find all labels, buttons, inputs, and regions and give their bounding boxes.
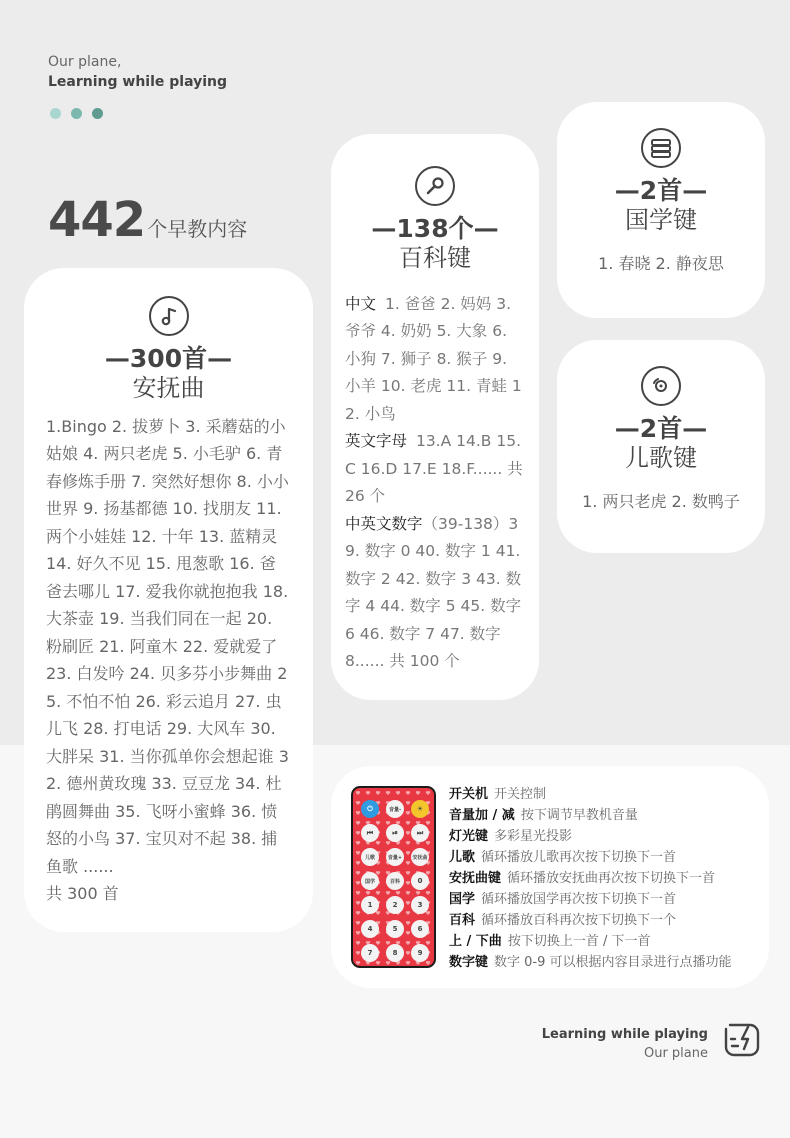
legend-key: 音量加 / 减 xyxy=(449,808,515,823)
songs-title xyxy=(567,414,755,473)
encyclopedia-card xyxy=(331,134,539,700)
dot-2 xyxy=(71,108,82,119)
legend-key: 数字键 xyxy=(449,955,489,970)
remote-button: 9 xyxy=(411,944,429,962)
book-stack-icon xyxy=(641,128,681,168)
remote-button: ⏮ xyxy=(361,824,379,842)
lullaby-song-list: 1.Bingo 2. 拔萝卜 3. 采蘑菇的小姑娘 4. 两只老虎 5. 小毛驴 6. 青春修炼手册 7. 突然好想你 8. 小小世界 9. 扬基都德 10. 找朋友 11. 两个小娃娃 12. 十年 13. 蓝精灵 14. 好久不见 15. 甩葱歌 16. 爸爸去哪儿 17. 爱我你就抱抱我 18. 大茶壶 19. 当我们同在一起 20. 粉刷匠 21. 阿童木 22. 爱就爱了 23. 白发吟 24. 贝多芬小步舞曲 25. 不怕不怕 26. 彩云追月 27. 虫儿飞 28. 打电话 29. 大风车 30. 大胖呆 31. 当你孤单你会想起谁 32. 德州黄玫瑰 33. 豆豆龙 34. 杜鹃圆舞曲 35. 飞呀小蜜蜂 36. 愤怒的小鸟 37. 宝贝对不起 38. 捕鱼歌 ...... xyxy=(46,416,289,876)
remote-button: 5 xyxy=(386,920,404,938)
songs-list: 1. 两只老虎 2. 数鸭子 xyxy=(582,491,740,511)
encyclopedia-list xyxy=(345,291,525,676)
remote-button: ⏭ xyxy=(411,824,429,842)
remote-control-image xyxy=(351,786,436,968)
section-text: 13.A 14.B 15.C 16.D 17.E 18.F...... 共 26 个 xyxy=(345,432,523,506)
legend-key: 开关机 xyxy=(449,787,489,802)
remote-button: ⏻ xyxy=(361,800,379,818)
disc-icon xyxy=(641,366,681,406)
legend-desc: 数字 0-9 可以根据内容目录进行点播功能 xyxy=(494,955,732,970)
remote-button: 百科 xyxy=(386,872,404,890)
remote-button: ☀ xyxy=(411,800,429,818)
remote-button: 7 xyxy=(361,944,379,962)
legend-row xyxy=(449,952,732,973)
legend-row xyxy=(449,847,732,868)
songs-name: 儿歌键 xyxy=(625,444,697,472)
lullaby-name: 安抚曲 xyxy=(132,374,205,402)
encyclopedia-section-chinese xyxy=(345,291,525,429)
brand-line-2: Learning while playing xyxy=(48,74,228,90)
remote-button: 8 xyxy=(386,944,404,962)
music-note-icon xyxy=(149,296,189,336)
legend-desc: 按下切换上一首 / 下一首 xyxy=(507,934,651,949)
remote-button: 儿歌 xyxy=(361,848,379,866)
footer-line-2: Our plane xyxy=(643,1046,708,1061)
legend-desc: 循环播放百科再次按下切换下一个 xyxy=(481,913,677,928)
lullaby-total: 共 300 首 xyxy=(46,884,119,904)
guoxue-list: 1. 春晓 2. 静夜思 xyxy=(598,253,724,273)
legend-row xyxy=(449,868,732,889)
legend-desc: 循环播放儿歌再次按下切换下一首 xyxy=(481,850,677,865)
content-count-headline xyxy=(48,192,248,248)
content-count-number: 442 xyxy=(48,192,146,248)
remote-button: 国学 xyxy=(361,872,379,890)
encyclopedia-section-numbers xyxy=(345,511,525,676)
remote-button: 4 xyxy=(361,920,379,938)
legend-key: 国学 xyxy=(449,892,476,907)
section-label: 中英文数字 xyxy=(345,514,423,533)
remote-button: 0 xyxy=(411,872,429,890)
section-text: 1. 爸爸 2. 妈妈 3. 爷爷 4. 奶奶 5. 大象 6. 小狗 7. 狮子 8. 猴子 9. 小羊 10. 老虎 11. 青蛙 12. 小鸟 xyxy=(345,294,522,423)
remote-button: 音量+ xyxy=(386,848,404,866)
dot-3 xyxy=(92,108,103,119)
legend-key: 儿歌 xyxy=(449,850,476,865)
encyclopedia-section-letters xyxy=(345,428,525,511)
lullaby-count: —300首— xyxy=(104,344,233,373)
section-text: （39-138）39. 数字 0 40. 数字 1 41. 数字 2 42. 数字 3 43. 数字 4 44. 数字 5 45. 数字 6 46. 数字 7 47. 数字 8...... 共 100 个 xyxy=(345,514,522,671)
encyclopedia-count: —138个— xyxy=(371,214,499,243)
legend-desc: 循环播放安抚曲再次按下切换下一首 xyxy=(507,871,716,886)
dot-1 xyxy=(50,108,61,119)
remote-button: 6 xyxy=(411,920,429,938)
remote-button: 1 xyxy=(361,896,379,914)
section-label: 英文字母 xyxy=(345,432,408,451)
remote-legend xyxy=(449,784,732,973)
legend-row xyxy=(449,805,732,826)
lullaby-title xyxy=(46,344,291,403)
legend-row xyxy=(449,784,732,805)
legend-row xyxy=(449,931,732,952)
guoxue-title xyxy=(567,176,755,235)
legend-row xyxy=(449,889,732,910)
decorative-dots xyxy=(50,108,103,119)
remote-button: 3 xyxy=(411,896,429,914)
legend-key: 灯光键 xyxy=(449,829,489,844)
legend-desc: 按下调节早教机音量 xyxy=(520,808,638,823)
remote-button: 2 xyxy=(386,896,404,914)
legend-desc: 开关控制 xyxy=(494,787,547,802)
remote-button: 安抚曲 xyxy=(411,848,429,866)
legend-row xyxy=(449,826,732,847)
remote-control-card xyxy=(331,766,769,988)
legend-desc: 多彩星光投影 xyxy=(494,829,573,844)
guoxue-count: —2首— xyxy=(614,176,708,205)
lullaby-card xyxy=(24,268,313,932)
songs-card xyxy=(557,340,765,553)
content-count-unit: 个早教内容 xyxy=(147,217,248,241)
brand-line-1: Our plane, xyxy=(48,54,122,70)
encyclopedia-title xyxy=(345,214,525,273)
lightbulb-face-icon xyxy=(720,1017,764,1065)
microphone-icon xyxy=(415,166,455,206)
brand-tagline xyxy=(48,54,227,90)
section-label: 中文 xyxy=(345,294,377,313)
footer-tagline xyxy=(542,1027,708,1061)
encyclopedia-name: 百科键 xyxy=(399,244,471,272)
footer-line-1: Learning while playing xyxy=(541,1027,708,1042)
legend-key: 安抚曲键 xyxy=(449,871,502,886)
guoxue-card xyxy=(557,102,765,318)
songs-count: —2首— xyxy=(614,414,708,443)
legend-row xyxy=(449,910,732,931)
lullaby-list xyxy=(46,413,291,908)
remote-button: 音量- xyxy=(386,800,404,818)
legend-key: 百科 xyxy=(449,913,476,928)
legend-desc: 循环播放国学再次按下切换下一首 xyxy=(481,892,677,907)
legend-key: 上 / 下曲 xyxy=(449,934,502,949)
guoxue-name: 国学键 xyxy=(625,206,697,234)
remote-button: ⏯ xyxy=(386,824,404,842)
